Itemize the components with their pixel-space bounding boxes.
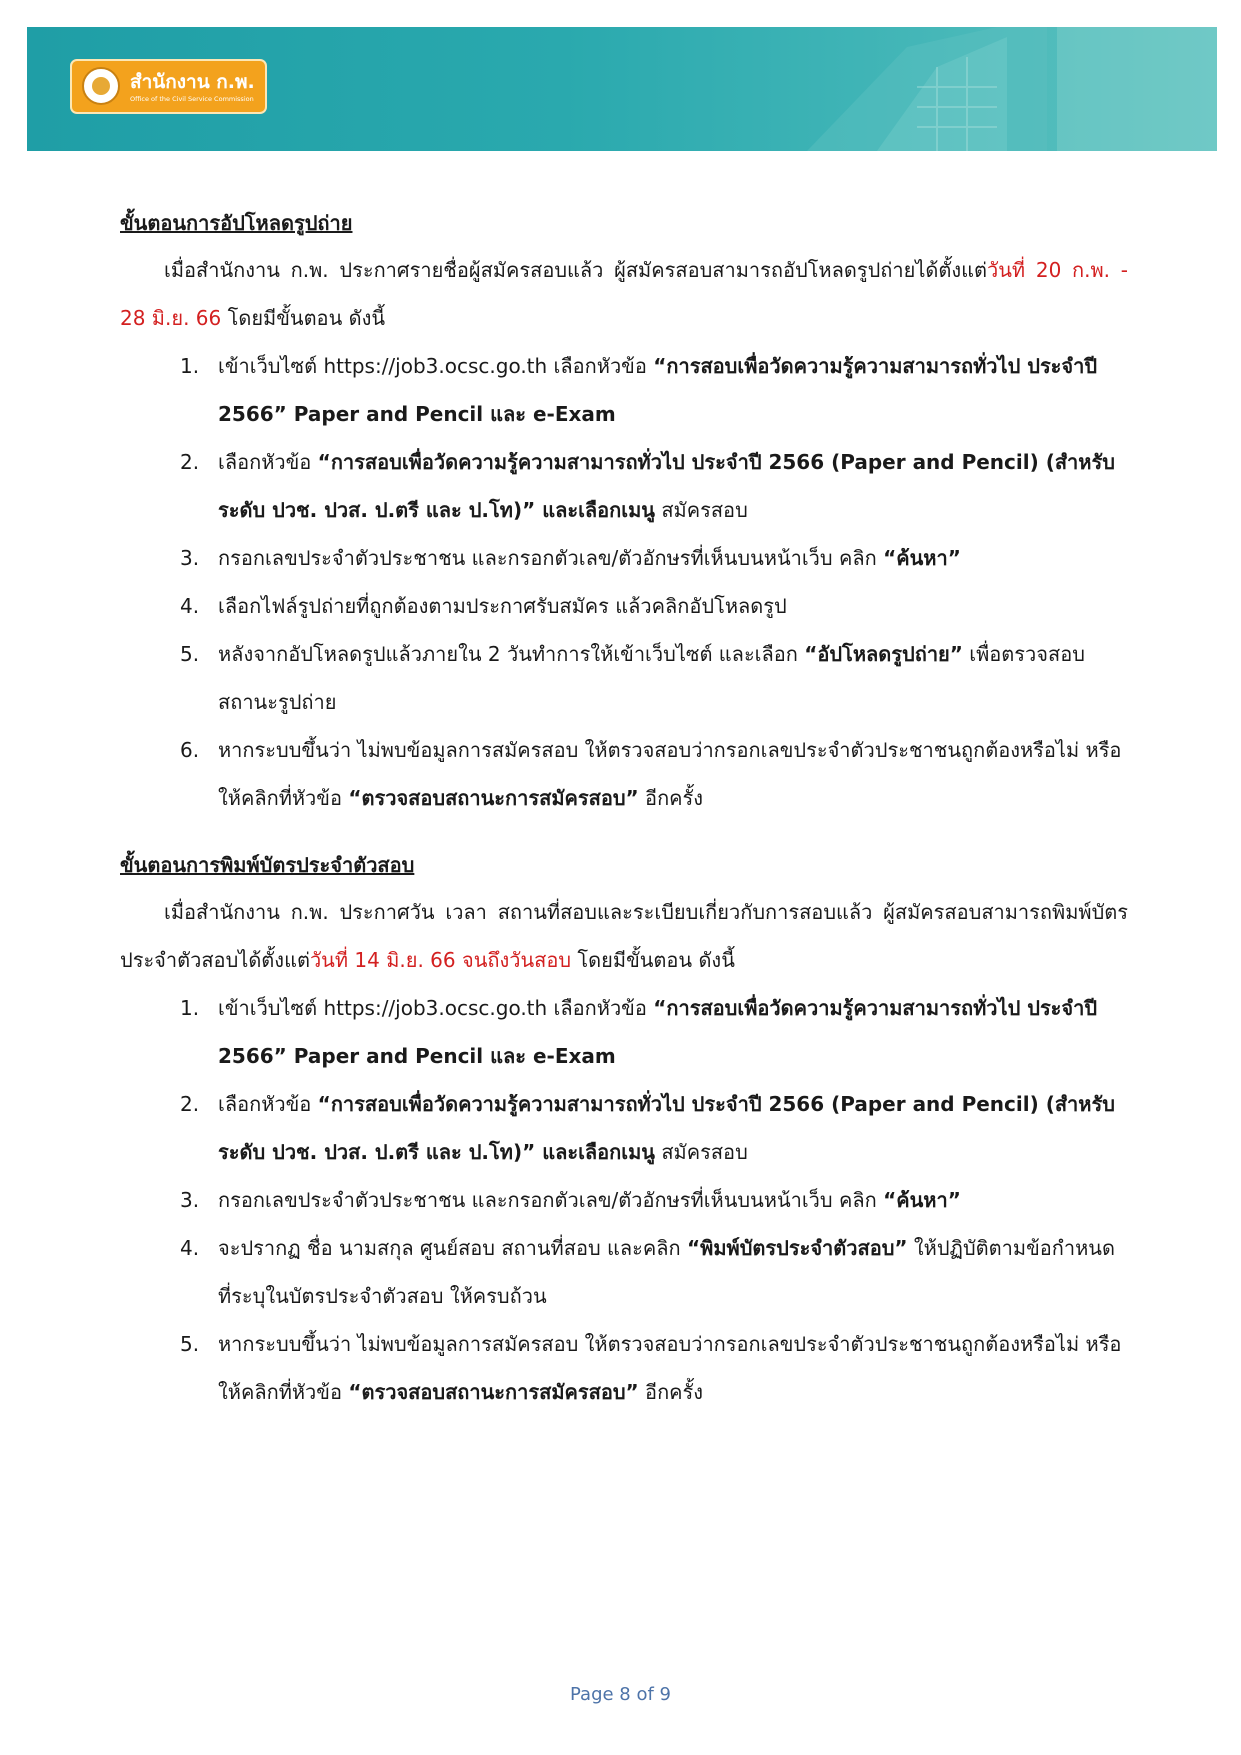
list-item: 2. เลือกหัวข้อ “การสอบเพื่อวัดความรู้ความสามารถทั่วไป ประจำปี 2566 (Paper and Pencil) (สำหรับระดับ ปวช. ปวส. ป.ตรี และ ป.โท)” และเลือกเมนู สมัครสอบ: [180, 1092, 1115, 1164]
print-card-steps: [120, 984, 1128, 1416]
upload-photo-steps: [120, 342, 1128, 822]
section-upload-photo-intro: เมื่อสำนักงาน ก.พ. ประกาศรายชื่อผู้สมัครสอบแล้ว ผู้สมัครสอบสามารถอัปโหลดรูปถ่ายได้ตั้งแต่วันที่ 20 ก.พ. - 28 มิ.ย. 66 โดยมีขั้นตอน ดังนี้: [120, 258, 1128, 330]
list-item: 2. เลือกหัวข้อ “การสอบเพื่อวัดความรู้ความสามารถทั่วไป ประจำปี 2566 (Paper and Pencil) (สำหรับระดับ ปวช. ปวส. ป.ตรี และ ป.โท)” และเลือกเมนู สมัครสอบ: [180, 450, 1115, 522]
list-item: 5. หากระบบขึ้นว่า ไม่พบข้อมูลการสมัครสอบ ให้ตรวจสอบว่ากรอกเลขประจำตัวประชาชนถูกต้องหรือไม่ หรือให้คลิกที่หัวข้อ “ตรวจสอบสถานะการสมัครสอบ” อีกครั้ง: [180, 1332, 1122, 1404]
ocsc-seal-icon: [82, 67, 120, 105]
list-item: 4. เลือกไฟล์รูปถ่ายที่ถูกต้องตามประกาศรับสมัคร แล้วคลิกอัปโหลดรูป: [180, 594, 787, 618]
logo-title-english: Office of the Civil Service Commission: [130, 95, 254, 103]
highlight-date: วันที่ 20 ก.พ. - 28 มิ.ย. 66: [120, 258, 1128, 330]
section-print-card-intro: เมื่อสำนักงาน ก.พ. ประกาศวัน เวลา สถานที่สอบและระเบียบเกี่ยวกับการสอบแล้ว ผู้สมัครสอบสามารถพิมพ์บัตรประจำตัวสอบได้ตั้งแต่วันที่ 14 มิ.ย. 66 จนถึงวันสอบ โดยมีขั้นตอน ดังนี้: [120, 900, 1128, 972]
header-banner: [27, 27, 1217, 151]
building-background-image: [577, 27, 1217, 151]
list-item: 4. จะปรากฏ ชื่อ นามสกุล ศูนย์สอบ สถานที่สอบ และคลิก “พิมพ์บัตรประจำตัวสอบ” ให้ปฏิบัติตามข้อกำหนดที่ระบุในบัตรประจำตัวสอบ ให้ครบถ้วน: [180, 1236, 1115, 1308]
page-number: Page 8 of 9: [570, 1684, 671, 1705]
list-item: 3. กรอกเลขประจำตัวประชาชน และกรอกตัวเลข/ตัวอักษรที่เห็นบนหน้าเว็บ คลิก “ค้นหา”: [180, 546, 961, 570]
list-item: 3. กรอกเลขประจำตัวประชาชน และกรอกตัวเลข/ตัวอักษรที่เห็นบนหน้าเว็บ คลิก “ค้นหา”: [180, 1188, 961, 1212]
ocsc-logo: [70, 59, 267, 114]
list-item: 5. หลังจากอัปโหลดรูปแล้วภายใน 2 วันทำการให้เข้าเว็บไซต์ และเลือก “อัปโหลดรูปถ่าย” เพื่อตรวจสอบสถานะรูปถ่าย: [180, 642, 1085, 714]
list-item: 1. เข้าเว็บไซต์ https://job3.ocsc.go.th เลือกหัวข้อ “การสอบเพื่อวัดความรู้ความสามารถทั่วไป ประจำปี 2566” Paper and Pencil และ e-Exam: [180, 996, 1098, 1068]
logo-title-thai: สำนักงาน ก.พ.: [130, 71, 255, 93]
document-body: [120, 200, 1128, 1416]
list-item: 1. เข้าเว็บไซต์ https://job3.ocsc.go.th เลือกหัวข้อ “การสอบเพื่อวัดความรู้ความสามารถทั่วไป ประจำปี 2566” Paper and Pencil และ e-Exam: [180, 354, 1098, 426]
section-upload-photo-heading: ขั้นตอนการอัปโหลดรูปถ่าย: [120, 211, 353, 235]
list-item: 6. หากระบบขึ้นว่า ไม่พบข้อมูลการสมัครสอบ ให้ตรวจสอบว่ากรอกเลขประจำตัวประชาชนถูกต้องหรือไม่ หรือให้คลิกที่หัวข้อ “ตรวจสอบสถานะการสมัครสอบ” อีกครั้ง: [180, 738, 1122, 810]
section-print-card-heading: ขั้นตอนการพิมพ์บัตรประจำตัวสอบ: [120, 853, 415, 877]
highlight-date: วันที่ 14 มิ.ย. 66 จนถึงวันสอบ: [309, 948, 572, 972]
